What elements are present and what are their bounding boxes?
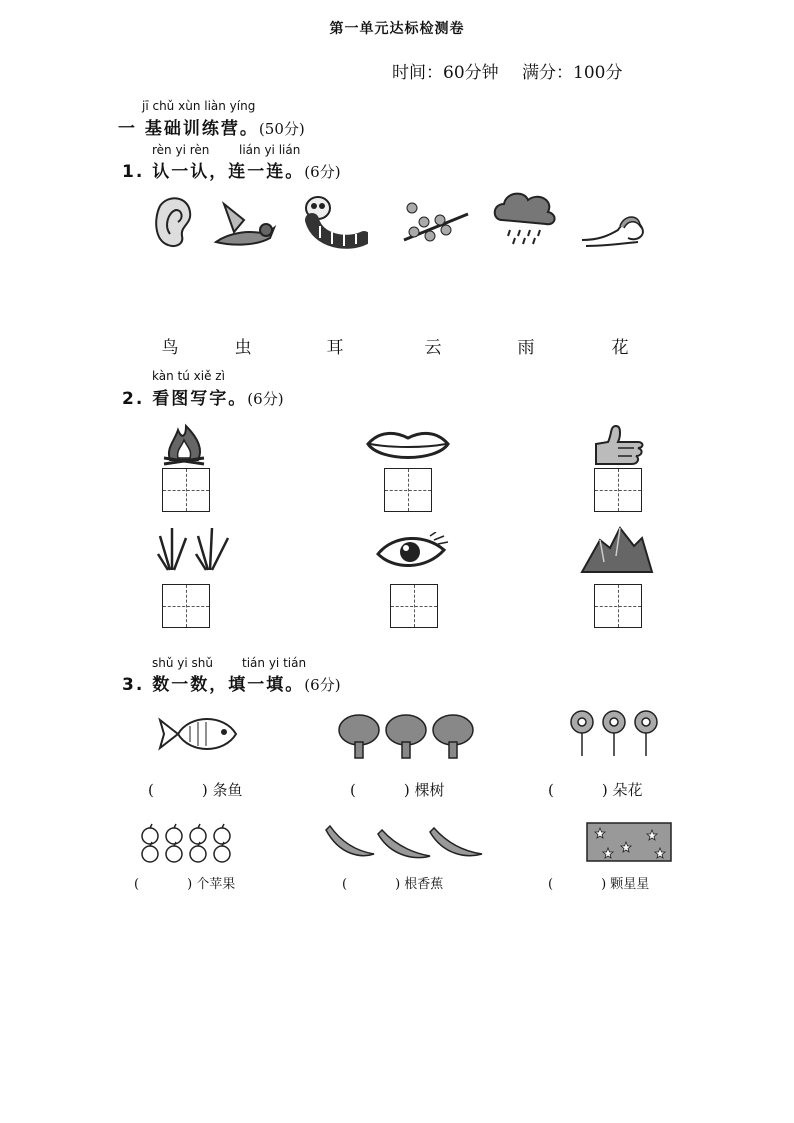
q1-score: (6分) bbox=[304, 163, 341, 181]
q3-pinyin-b: tián yi tián bbox=[242, 656, 307, 670]
mouth-icon bbox=[366, 426, 450, 466]
q3-score: (6分) bbox=[304, 676, 341, 694]
exam-meta bbox=[392, 58, 641, 83]
writing-box[interactable] bbox=[390, 584, 438, 628]
char-rain: 雨 bbox=[517, 338, 535, 358]
section1-heading bbox=[118, 114, 305, 139]
flower-count-blank[interactable]: ( ) 朵花 bbox=[548, 781, 643, 799]
time-limit: 时间：60分钟 bbox=[392, 63, 499, 83]
cloud-icon bbox=[578, 200, 648, 260]
section1-score: (50分) bbox=[258, 120, 305, 138]
flower-icon bbox=[566, 708, 662, 758]
q3-number: 3. bbox=[122, 675, 145, 695]
q2-heading bbox=[122, 384, 284, 409]
q1-pinyin-b: lián yi lián bbox=[239, 143, 301, 157]
tree-count-blank[interactable]: ( ) 棵树 bbox=[350, 781, 445, 799]
fish-icon bbox=[156, 712, 240, 756]
q2-score: (6分) bbox=[247, 390, 284, 408]
banana-count-blank[interactable]: ( ) 根香蕉 bbox=[342, 877, 444, 892]
grass-icon bbox=[156, 526, 234, 572]
writing-box[interactable] bbox=[594, 468, 642, 512]
flower-branch-icon bbox=[400, 192, 470, 252]
q2-number: 2. bbox=[122, 389, 145, 409]
fire-icon bbox=[160, 420, 208, 468]
fish-unit: 条鱼 bbox=[212, 781, 243, 799]
q1-text: 认一认，连一连。 bbox=[152, 162, 305, 182]
writing-box[interactable] bbox=[162, 584, 210, 628]
rain-cloud-icon bbox=[490, 186, 560, 246]
char-cloud: 云 bbox=[424, 338, 442, 358]
apple-unit: 个苹果 bbox=[196, 877, 236, 892]
section1-pinyin: jī chǔ xùn liàn yíng bbox=[142, 99, 256, 113]
q3-pinyin-a: shǔ yi shǔ bbox=[152, 656, 213, 670]
star-count-blank[interactable]: ( ) 颗星星 bbox=[548, 877, 650, 892]
tree-icon bbox=[336, 712, 476, 760]
section1-marker: 一 bbox=[118, 119, 137, 139]
apple-icon bbox=[136, 822, 246, 864]
char-ear: 耳 bbox=[326, 338, 344, 358]
q1-pinyin-a: rèn yi rèn bbox=[152, 143, 210, 157]
writing-box[interactable] bbox=[384, 468, 432, 512]
hand-icon bbox=[590, 422, 646, 468]
flower-unit: 朵花 bbox=[612, 781, 643, 799]
q3-heading bbox=[122, 670, 341, 695]
tree-unit: 棵树 bbox=[414, 781, 445, 799]
total-score: 满分：100分 bbox=[522, 63, 623, 83]
q2-pinyin: kàn tú xiě zì bbox=[152, 369, 225, 383]
fish-count-blank[interactable]: ( ) 条鱼 bbox=[148, 781, 243, 799]
char-insect: 虫 bbox=[234, 338, 252, 358]
q2-text: 看图写字。 bbox=[152, 389, 248, 409]
bird-icon bbox=[210, 192, 280, 252]
star-unit: 颗星星 bbox=[610, 877, 650, 892]
writing-box[interactable] bbox=[162, 468, 210, 512]
char-bird: 鸟 bbox=[161, 338, 179, 358]
caterpillar-icon bbox=[298, 190, 368, 250]
q1-number: 1. bbox=[122, 162, 145, 182]
writing-box[interactable] bbox=[594, 584, 642, 628]
banana-icon bbox=[322, 822, 486, 864]
q1-heading bbox=[122, 157, 341, 182]
char-flower: 花 bbox=[611, 338, 629, 358]
page-title: 第一单元达标检测卷 bbox=[329, 21, 465, 37]
q3-text: 数一数，填一填。 bbox=[152, 675, 305, 695]
banana-unit: 根香蕉 bbox=[404, 877, 444, 892]
eye-icon bbox=[376, 532, 450, 572]
star-icon bbox=[586, 822, 672, 862]
mountain-icon bbox=[580, 526, 654, 574]
ear-icon bbox=[140, 190, 210, 250]
apple-count-blank[interactable]: ( ) 个苹果 bbox=[134, 877, 236, 892]
section1-text: 基础训练营。 bbox=[144, 119, 259, 139]
